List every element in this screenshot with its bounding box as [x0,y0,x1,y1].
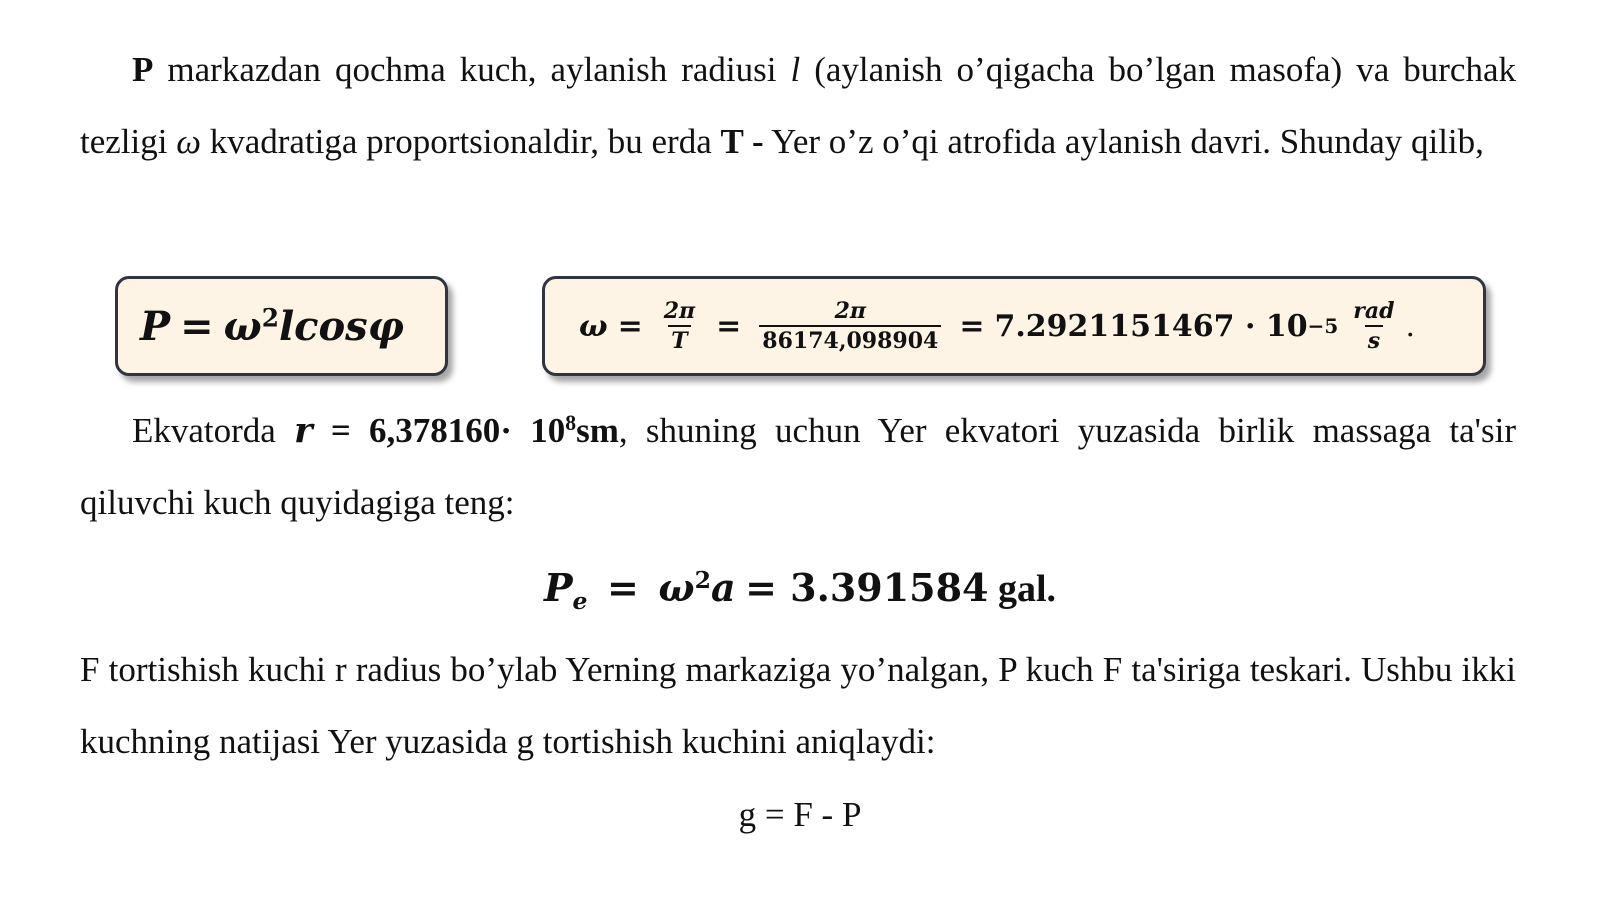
formula-angular-velocity: ω = $\frac{2\pi}{T}$ = $\frac{2\pi}{86174,098904}$ = 7.2921151467 · 10 −5 $\frac{\text{rad}}{s}$ . [579,298,1416,354]
symbol-T: T - [720,122,764,161]
unit-rad-per-s: $\frac{\text{rad}}{s}$ [1353,298,1395,354]
fraction-2pi-over-T: $\frac{2\pi}{T}$ [663,298,696,354]
formula-box-centrifugal [115,276,448,376]
symbol-omega: ω [176,122,201,161]
paragraph-equator: Ekvatorda $r = 6,378160\cdot 10^8sm$, shuning uchun Yer ekvatori yuzasida birlik massaga ta'sir qiluvchi kuch quyidagiga teng: [80,410,1516,522]
formula-box-angular-velocity [542,276,1486,376]
symbol-P: P [132,50,154,89]
symbol-r: r [294,410,313,451]
formula-gravity: g = F - P [738,795,862,834]
paragraph-gravity: F tortishish kuchi r radius bo’ylab Yerning markaziga yo’nalgan, P kuch F ta'siriga teskari. Ushbu ikki kuchning natijasi Yer yuzasida g tortishish kuchini aniqlaydi: [80,650,1516,761]
paragraph-intro: P markazdan qochma kuch, aylanish radiusi l (aylanish o’qigacha bo’lgan masofa) va burchak tezligi ω kvadratiga proportsionaldir, bu erda T - Yer o’z o’qi atrofida aylanish davri. Shunday qilib, [80,50,1516,161]
formula-equator-force: $P_e = \omega^2a = 3.391584$ gal. [543,565,1057,616]
formula-centrifugal: $P = \omega^2lcos\varphi$ [140,302,404,350]
fraction-2pi-over-period: $\frac{2\pi}{86174,098904}$ [759,297,941,355]
symbol-l: l [790,50,801,89]
